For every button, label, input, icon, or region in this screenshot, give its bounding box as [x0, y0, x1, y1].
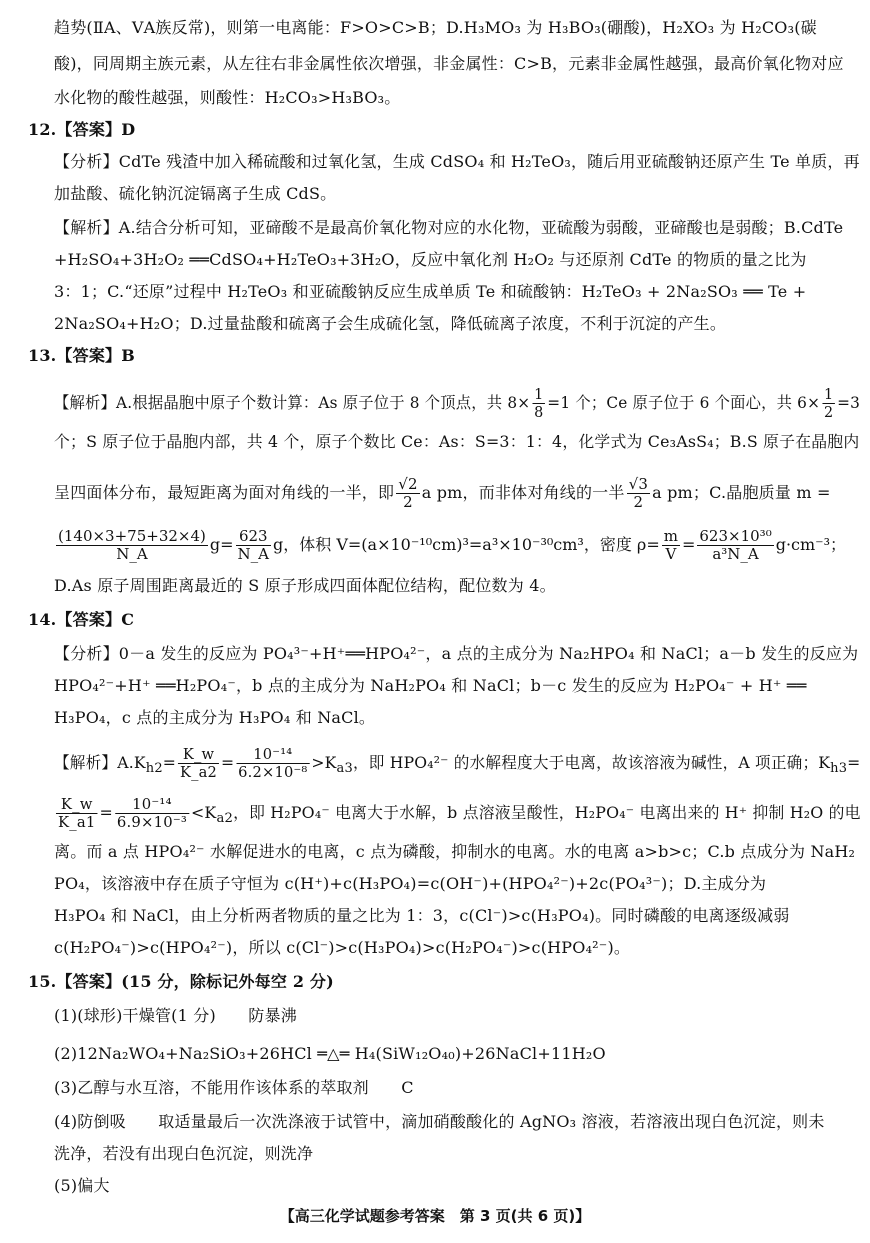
text-line: 个；S 原子位于晶胞内部，共 4 个，原子个数比 Ce：As：S=3：1：4，化学式为 Ce₃AsS₄；B.S 原子在晶胞内: [54, 432, 860, 451]
text-line: 水化物的酸性越强，则酸性：H₂CO₃>H₃BO₃。: [54, 88, 401, 107]
text-line: 2Na₂SO₄+H₂O；D.过量盐酸和硫离子会生成硫化氢，降低硫离子浓度，不利于沉淀的产生。: [54, 314, 727, 333]
text-line: 【分析】CdTe 残渣中加入稀硫酸和过氧化氢，生成 CdSO₄ 和 H₂TeO₃，随后用亚硫酸钠还原产生 Te 单质，再: [54, 152, 860, 171]
text-line: H₃PO₄ 和 NaCl，由上分析两者物质的量之比为 1：3，c(Cl⁻)>c(H₃PO₄)。同时磷酸的电离逐级减弱: [54, 906, 790, 925]
fraction: $\frac{623}{N\_A}$: [237, 527, 269, 563]
text-line: (3)乙醇与水互溶，不能用作该体系的萃取剂 C: [54, 1078, 414, 1097]
fraction: $\frac{1}{2}$: [823, 385, 834, 421]
text-line: (2)12Na₂WO₄+Na₂SiO₃+26HCl ═△═ H₄(SiW₁₂O₄₀)+26NaCl+11H₂O: [54, 1044, 606, 1063]
fraction: $\frac{K\_w}{K\_a1}$: [57, 795, 96, 831]
text-line: 【解析】A.结合分析可知，亚碲酸不是最高价氧化物对应的水化物，亚硫酸为弱酸，亚碲酸也是弱酸；B.CdTe: [54, 218, 844, 237]
text-line-with-fractions: $\frac{K\_w}{K\_a1}$ = $\frac{\text{10⁻¹⁴}}{\text{6.9×10⁻³}}$ $<K_{a2}$，即 H₂PO₄⁻ 电离大于水解，b 点溶液呈酸性，H₂PO₄⁻ 电离出来的 H⁺ 抑制 H₂O 的电: [57, 795, 861, 831]
text-line: 3：1；C.“还原”过程中 H₂TeO₃ 和亚硫酸钠反应生成单质 Te 和硫酸钠：H₂TeO₃ + 2Na₂SO₃ ══ Te +: [54, 282, 807, 301]
text-line: 加盐酸、硫化钠沉淀镉离子生成 CdS。: [54, 184, 337, 203]
text-line: c(H₂PO₄⁻)>c(HPO₄²⁻)，所以 c(Cl⁻)>c(H₃PO₄)>c(H₂PO₄⁻)>c(HPO₄²⁻)。: [54, 938, 631, 957]
text-line: H₃PO₄，c 点的主成分为 H₃PO₄ 和 NaCl。: [54, 708, 376, 727]
page-footer: 【高三化学试题参考答案 第 3 页(共 6 页)】: [279, 1207, 591, 1225]
fraction: $\frac{√2}{2}$: [398, 475, 418, 511]
text-line-with-fractions: 【解析】$A.K_{h2}=$ $\frac{K\_w}{K\_a2}$ = $\frac{\text{10⁻¹⁴}}{\text{6.2×10⁻⁸}}$ $>K_{a3}$，即 HPO₄²⁻ 的水解程度大于电离，故该溶液为碱性，A 项正确；$K_{h3}=$: [54, 745, 861, 781]
fraction: $\frac{\text{10⁻¹⁴}}{\text{6.9×10⁻³}}$: [116, 795, 188, 831]
answer-heading-14: 14.【答案】C: [28, 610, 135, 629]
text-line: 酸)，同周期主族元素，从左往右非金属性依次增强，非金属性：C>B，元素非金属性越强，最高价氧化物对应: [54, 54, 844, 73]
text-line: 【分析】0－a 发生的反应为 PO₄³⁻+H⁺══HPO₄²⁻，a 点的主成分为 Na₂HPO₄ 和 NaCl；a－b 发生的反应为: [54, 644, 859, 663]
fraction: $\frac{√3}{2}$: [628, 475, 649, 511]
answer-heading-13: 13.【答案】B: [28, 346, 135, 365]
text-line: (4)防倒吸 取适量最后一次洗涤液于试管中，滴加硝酸酸化的 AgNO₃ 溶液，若溶液出现白色沉淀，则未: [54, 1112, 825, 1131]
text-line: 离。而 a 点 HPO₄²⁻ 水解促进水的电离，c 点为磷酸，抑制水的电离。水的电离 a>b>c；C.b 点成分为 NaH₂: [54, 842, 856, 861]
text-line-with-fractions: 呈四面体分布，最短距离为面对角线的一半，即 $\frac{√2}{2}$ a pm，而非体对角线的一半 $\frac{√3}{2}$ a pm；C.晶胞质量 m =: [54, 475, 831, 511]
fraction: $\frac{\text{10⁻¹⁴}}{\text{6.2×10⁻⁸}}$: [238, 745, 308, 781]
text-line-with-fractions: $\frac{(140\times 3+75+32\times 4)}{N\_A}$ g= $\frac{623}{N\_A}$ g，体积 V=(a×10⁻¹⁰cm)³=a³×10⁻³⁰cm³，密度 ρ= $\frac{m}{V}$ = $\frac{\text{623×10³⁰}}{\text{a³N\_A}}$ g·cm⁻³；: [58, 527, 847, 563]
text-line: 洗净，若没有出现白色沉淀，则洗净: [54, 1144, 314, 1163]
text-line: (1)(球形)干燥管(1 分) 防暴沸: [54, 1006, 297, 1025]
text-line-with-fractions: 【解析】A.根据晶胞中原子个数计算：As 原子位于 8 个顶点，共 8× $\frac{1}{8}$ =1 个；Ce 原子位于 6 个面心，共 6× $\frac{1}{2}$ =3: [54, 385, 861, 421]
fraction: $\frac{(140\times 3+75+32\times 4)}{N\_A}$: [58, 527, 206, 563]
fraction: $\frac{1}{8}$: [534, 385, 544, 421]
text-line: PO₄，该溶液中存在质子守恒为 c(H⁺)+c(H₃PO₄)=c(OH⁻)+(HPO₄²⁻)+2c(PO₄³⁻)；D.主成分为: [54, 874, 767, 893]
answer-heading-12: 12.【答案】D: [28, 120, 136, 139]
text-line: +H₂SO₄+3H₂O₂ ══CdSO₄+H₂TeO₃+3H₂O，反应中氧化剂 H₂O₂ 与还原剂 CdTe 的物质的量之比为: [54, 250, 807, 269]
fraction: $\frac{K\_w}{K\_a2}$: [179, 745, 218, 781]
text-line: HPO₄²⁻+H⁺ ══H₂PO₄⁻，b 点的主成分为 NaH₂PO₄ 和 NaCl；b－c 发生的反应为 H₂PO₄⁻ + H⁺ ══: [54, 676, 807, 695]
fraction: $\frac{\text{623×10³⁰}}{\text{a³N\_A}}$: [699, 527, 772, 563]
text-line: 趋势(ⅡA、ⅤA族反常)，则第一电离能：F>O>C>B；D.H₃MO₃ 为 H₃BO₃(硼酸)，H₂XO₃ 为 H₂CO₃(碳: [54, 18, 817, 37]
text-line: D.As 原子周围距离最近的 S 原子形成四面体配位结构，配位数为 4。: [54, 576, 556, 595]
text-line: (5)偏大: [54, 1176, 110, 1195]
fraction: $\frac{m}{V}$: [663, 527, 678, 563]
answer-heading-15: 15.【答案】(15 分，除标记外每空 2 分): [28, 972, 334, 991]
